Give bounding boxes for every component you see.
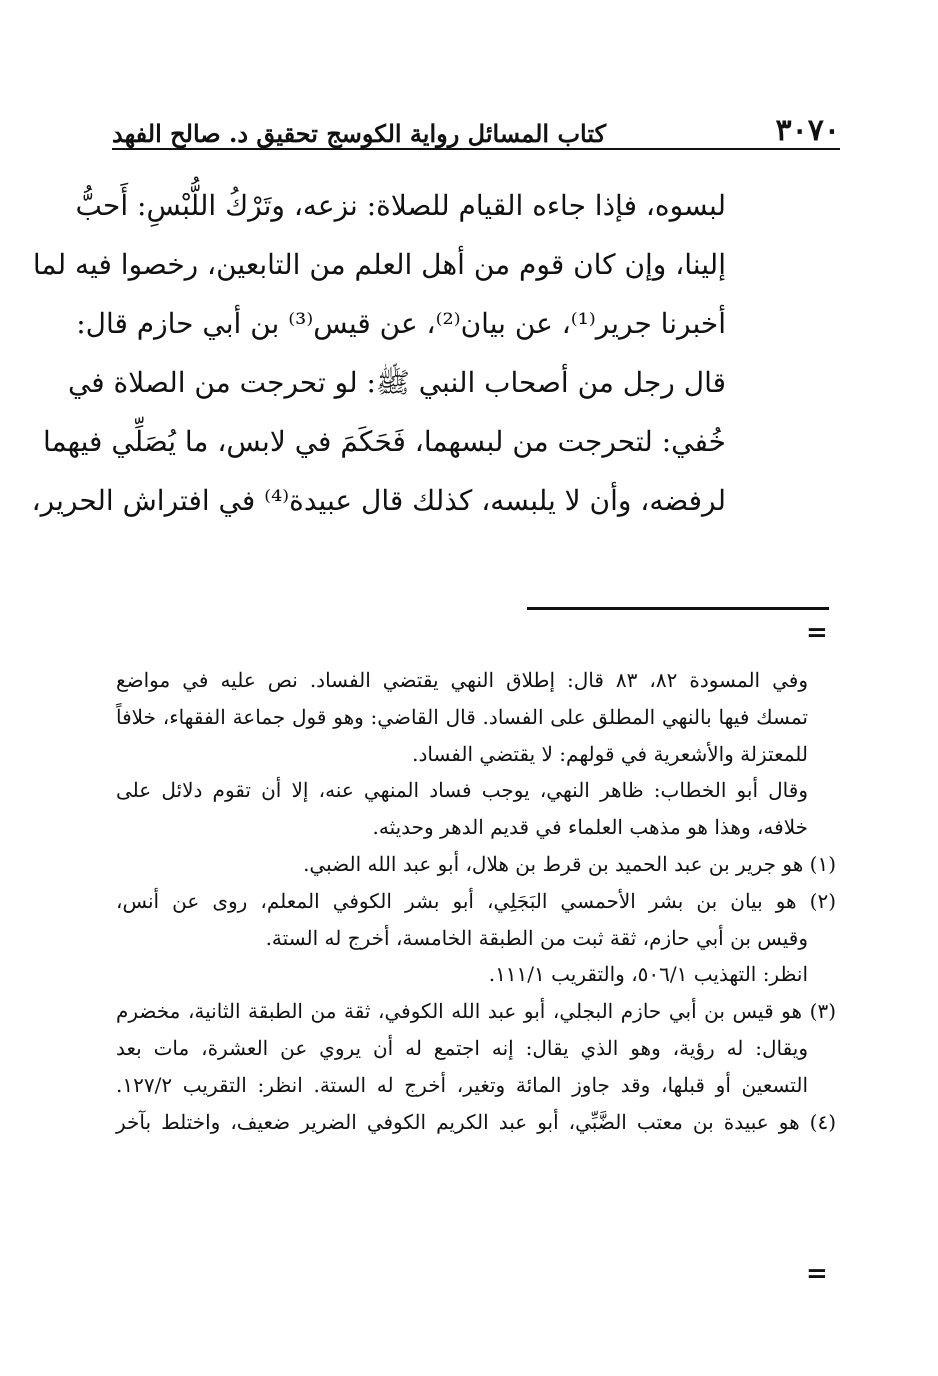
footnote-line: وفي المسودة ٨٢، ٨٣ قال: إطلاق النهي يقتضي الفساد. نص عليه في مواضع	[116, 668, 808, 692]
footnote-line: التسعين أو قبلها، وقد جاوز المائة وتغير، أخرج له الستة. انظر: التقريب ١٢٧/٢.	[116, 1072, 808, 1097]
footnote-line: للمعتزلة والأشعرية في قولهم: لا يقتضي الفساد.	[412, 741, 808, 766]
footnote-line: (١) هو جرير بن عبد الحميد بن قرط بن هلال، أبو عبد الله الضبي.	[303, 851, 836, 876]
text-line: لبسوه، فإذا جاءه القيام للصلاة: نزعه، وتَرْكُ اللُّبْسِ: أَحبُّ	[75, 189, 726, 222]
text-line: خُفي: لتحرجت من لبسهما، فَحَكَمَ في لابس، ما يُصَلِّي فيهما	[42, 425, 726, 458]
footnotes	[116, 662, 836, 1140]
main-text	[31, 176, 726, 530]
footnote-line: وقيس بن أبي حازم، ثقة ثبت من الطبقة الخامسة، أخرج له الستة.	[265, 925, 808, 950]
header-rule	[112, 148, 840, 150]
footnote-line: (٣) هو قيس بن أبي حازم البجلي، أبو عبد الله الكوفي، ثقة من الطبقة الثانية، مخضرم	[116, 999, 836, 1024]
continuation-mark-top: =	[806, 618, 828, 648]
footnote-line: (٤) هو عبيدة بن معتب الضَّبِّي، أبو عبد الكريم الكوفي الضرير ضعيف، واختلط بآخر	[116, 1109, 836, 1134]
text-line: أخبرنا جرير⁽¹⁾، عن بيان⁽²⁾، عن قيس⁽³⁾ بن أبي حازم قال:	[76, 307, 726, 340]
text-line: قال رجل من أصحاب النبي ﷺ: لو تحرجت من الصلاة في	[67, 366, 726, 399]
text-line: إلينا، وإن كان قوم من أهل العلم من التابعين، رخصوا فيه لما	[32, 248, 726, 281]
text-line: لرفضه، وأن لا يلبسه، كذلك قال عبيدة⁽⁴⁾ في افتراش الحرير،	[31, 484, 726, 517]
footnote-line: وقال أبو الخطاب: ظاهر النهي، يوجب فساد المنهي عنه، إلا أن تقوم دلائل على	[116, 778, 808, 803]
footnote-line: انظر: التهذيب ٥٠٦/١، والتقريب ١١١/١.	[488, 962, 808, 987]
page-header	[112, 104, 840, 148]
footnote-line: ويقال: له رؤية، وهو الذي يقال: إنه اجتمع له أن يروي عن العشرة، مات بعد	[116, 1035, 808, 1060]
footnote-line: خلافه، وهذا هو مذهب العلماء في قديم الدهر وحديثه.	[372, 815, 808, 840]
continuation-mark-bottom: =	[806, 1259, 828, 1289]
running-title: كتاب المسائل رواية الكوسج تحقيق د. صالح الفهد	[112, 119, 607, 148]
footnote-separator	[527, 607, 829, 610]
footnote-line: تمسك فيها بالنهي المطلق على الفساد. قال القاضي: وهو قول جماعة الفقهاء، خلافاً	[116, 704, 808, 729]
footnote-line: (٢) هو بيان بن بشر الأحمسي البَجَلِي، أبو بشر الكوفي المعلم، روى عن أنس،	[116, 888, 836, 913]
page-number: ٣٠٧٠	[775, 113, 840, 148]
